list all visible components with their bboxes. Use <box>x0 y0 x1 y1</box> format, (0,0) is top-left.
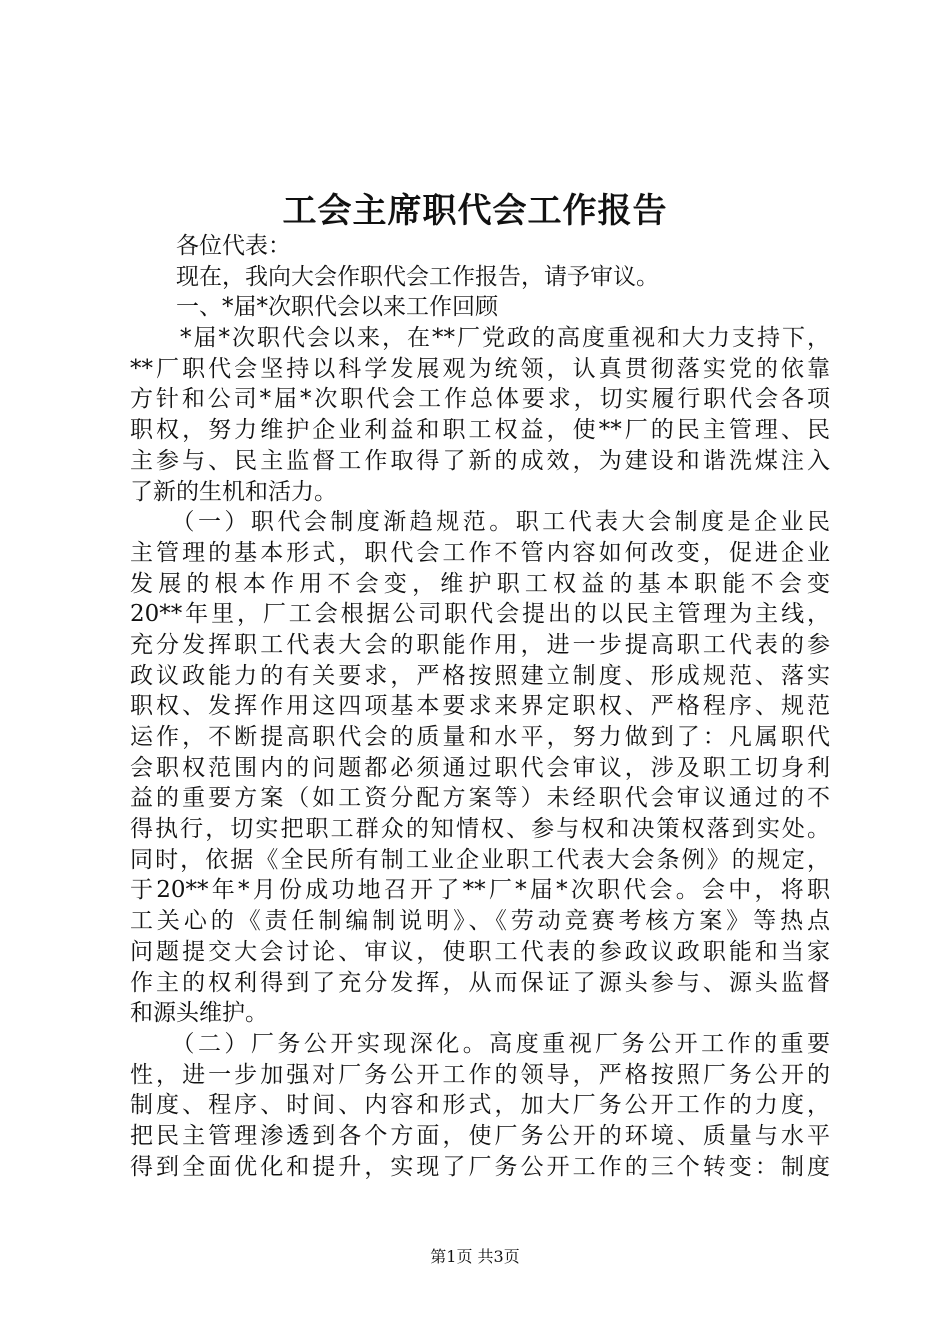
body-text-line: 于20**年*月份成功地召开了**厂*届*次职代会。会中，将职 <box>130 877 830 904</box>
body-text-line: 工关心的《责任制编制说明》、《劳动竞赛考核方案》等热点 <box>130 908 830 935</box>
body-text-line: 方针和公司*届*次职代会工作总体要求，切实履行职代会各项 <box>130 386 830 413</box>
body-text-line: 职权、发挥作用这四项基本要求来界定职权、严格程序、规范 <box>130 693 830 720</box>
body-text-line: 运作，不断提高职代会的质量和水平，努力做到了：凡属职代 <box>130 724 830 750</box>
body-text-line: 问题提交大会讨论、审议，使职工代表的参政议政职能和当家 <box>130 938 830 965</box>
body-text-line: 政议政能力的有关要求，严格按照建立制度、形成规范、落实 <box>130 662 830 689</box>
body-text-line: 把民主管理渗透到各个方面，使厂务公开的环境、质量与水平 <box>130 1122 830 1149</box>
body-text-line: （二）厂务公开实现深化。高度重视厂务公开工作的重要 <box>130 1030 830 1057</box>
body-text-line: **厂职代会坚持以科学发展观为统领，认真贯彻落实党的依靠 <box>130 355 830 382</box>
body-text-line: 益的重要方案（如工资分配方案等）未经职代会审议通过的不 <box>130 785 830 812</box>
body-text-line: 20**年里，厂工会根据公司职代会提出的以民主管理为主线， <box>130 601 830 628</box>
body-text-line: 主参与、民主监督工作取得了新的成效，为建设和谐洗煤注入 <box>130 447 830 474</box>
body-text-line: 同时，依据《全民所有制工业企业职工代表大会条例》的规定， <box>130 846 830 873</box>
body-text-line: 各位代表： <box>130 233 291 259</box>
body-text-line: 会职权范围内的问题都必须通过职代会审议，涉及职工切身利 <box>130 754 830 781</box>
body-text-line: 得到全面优化和提升，实现了厂务公开工作的三个转变：制度 <box>130 1153 830 1180</box>
body-text-line: 职权，努力维护企业利益和职工权益，使**厂的民主管理、民 <box>130 417 830 444</box>
body-text-line: 主管理的基本形式，职代会工作不管内容如何改变，促进企业 <box>130 539 830 566</box>
body-text-line: （一）职代会制度渐趋规范。职工代表大会制度是企业民 <box>130 509 830 536</box>
body-text-line: *届*次职代会以来，在**厂党政的高度重视和大力支持下， <box>130 325 830 352</box>
body-text-line: 了新的生机和活力。 <box>130 478 337 505</box>
page-footer: 第1页 共3页 <box>430 1247 520 1266</box>
body-text-line: 和源头维护。 <box>130 1000 268 1027</box>
body-text-line: 作主的权利得到了充分发挥，从而保证了源头参与、源头监督 <box>130 969 830 996</box>
body-text-line: 发展的根本作用不会变，维护职工权益的基本职能不会变 <box>130 570 830 597</box>
body-text-line: 一、*届*次职代会以来工作回顾 <box>130 294 498 321</box>
body-text-line: 现在，我向大会作职代会工作报告，请予审议。 <box>130 263 659 290</box>
document-title: 工会主席职代会工作报告 <box>282 191 668 231</box>
body-text-line: 制度、程序、时间、内容和形式，加大厂务公开工作的力度， <box>130 1092 830 1119</box>
body-text-line: 性，进一步加强对厂务公开工作的领导，严格按照厂务公开的 <box>130 1061 830 1088</box>
body-text-line: 得执行，切实把职工群众的知情权、参与权和决策权落到实处。 <box>130 816 830 843</box>
body-text-line: 充分发挥职工代表大会的职能作用，进一步提高职工代表的参 <box>130 631 830 658</box>
document-body <box>130 231 830 1182</box>
